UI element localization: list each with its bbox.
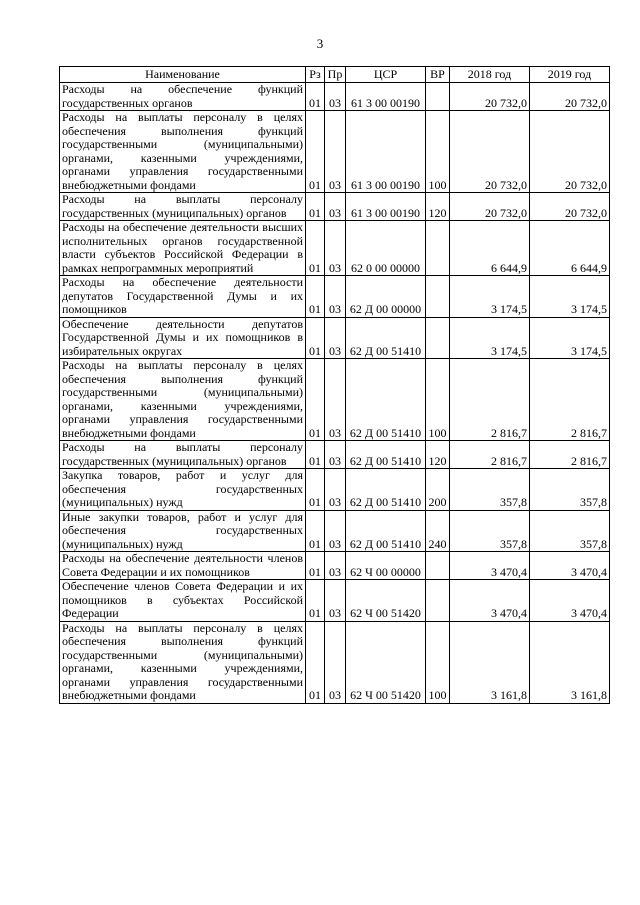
row-vr [426, 317, 450, 359]
row-csr: 61 3 00 00190 [346, 83, 426, 111]
row-amount-2018: 3 174,5 [450, 276, 530, 318]
row-name: Иные закупки товаров, работ и услуг для обеспечения государственных (муниципальных) нужд [60, 510, 306, 552]
header-pr: Пр [325, 67, 346, 83]
row-csr: 62 Д 00 00000 [346, 276, 426, 318]
row-name: Расходы на обеспечение деятельности высших исполнительных органов государственной власти субъектов Российской Федерации в рамках непрограммных мероприятий [60, 221, 306, 276]
table-header-row [60, 67, 610, 83]
row-amount-2018: 20 732,0 [450, 83, 530, 111]
row-amount-2019: 20 732,0 [530, 193, 610, 221]
table-row [60, 441, 610, 469]
table-row [60, 469, 610, 511]
row-rz: 01 [306, 469, 325, 511]
row-csr: 62 Ч 00 51420 [346, 580, 426, 622]
row-amount-2018: 357,8 [450, 510, 530, 552]
row-name: Расходы на обеспечение функций государственных органов [60, 83, 306, 111]
row-name: Расходы на выплаты персоналу в целях обеспечения выполнения функций государственными (муниципальными) органами, казенными учреждениями, органами управления государственными внебюджетными фондами [60, 621, 306, 703]
row-vr [426, 552, 450, 580]
header-name: Наименование [60, 67, 306, 83]
row-rz: 01 [306, 111, 325, 193]
row-csr: 62 Д 00 51410 [346, 359, 426, 441]
row-name: Обеспечение членов Совета Федерации и их помощников в субъектах Российской Федерации [60, 580, 306, 622]
row-rz: 01 [306, 510, 325, 552]
row-pr: 03 [325, 469, 346, 511]
row-amount-2019: 2 816,7 [530, 359, 610, 441]
row-vr: 240 [426, 510, 450, 552]
table-row [60, 83, 610, 111]
row-amount-2018: 3 161,8 [450, 621, 530, 703]
row-amount-2019: 357,8 [530, 510, 610, 552]
header-csr: ЦСР [346, 67, 426, 83]
row-rz: 01 [306, 276, 325, 318]
row-amount-2018: 3 470,4 [450, 580, 530, 622]
row-pr: 03 [325, 276, 346, 318]
table-row [60, 276, 610, 318]
table-row [60, 317, 610, 359]
row-pr: 03 [325, 441, 346, 469]
row-pr: 03 [325, 621, 346, 703]
header-2019: 2019 год [530, 67, 610, 83]
row-pr: 03 [325, 221, 346, 276]
row-amount-2019: 20 732,0 [530, 83, 610, 111]
row-rz: 01 [306, 552, 325, 580]
row-name: Обеспечение деятельности депутатов Государственной Думы и их помощников в избирательных округах [60, 317, 306, 359]
row-vr [426, 221, 450, 276]
table-row [60, 221, 610, 276]
row-csr: 62 Д 00 51410 [346, 317, 426, 359]
row-rz: 01 [306, 221, 325, 276]
row-name: Расходы на обеспечение деятельности депутатов Государственной Думы и их помощников [60, 276, 306, 318]
row-pr: 03 [325, 83, 346, 111]
row-amount-2019: 3 470,4 [530, 552, 610, 580]
row-pr: 03 [325, 552, 346, 580]
row-pr: 03 [325, 510, 346, 552]
row-vr [426, 276, 450, 318]
row-amount-2019: 2 816,7 [530, 441, 610, 469]
row-amount-2018: 357,8 [450, 469, 530, 511]
row-pr: 03 [325, 359, 346, 441]
row-pr: 03 [325, 193, 346, 221]
row-amount-2019: 3 470,4 [530, 580, 610, 622]
row-vr [426, 83, 450, 111]
table-row [60, 510, 610, 552]
header-rz: Рз [306, 67, 325, 83]
row-csr: 61 3 00 00190 [346, 111, 426, 193]
row-amount-2018: 20 732,0 [450, 111, 530, 193]
row-name: Расходы на выплаты персоналу государственных (муниципальных) органов [60, 193, 306, 221]
table-row [60, 359, 610, 441]
row-pr: 03 [325, 580, 346, 622]
row-amount-2018: 3 174,5 [450, 317, 530, 359]
row-vr: 200 [426, 469, 450, 511]
table-row [60, 552, 610, 580]
row-rz: 01 [306, 359, 325, 441]
row-name: Расходы на выплаты персоналу в целях обеспечения выполнения функций государственными (муниципальными) органами, казенными учреждениями, органами управления государственными внебюджетными фондами [60, 359, 306, 441]
row-rz: 01 [306, 441, 325, 469]
table-row [60, 580, 610, 622]
row-name: Расходы на выплаты персоналу в целях обеспечения выполнения функций государственными (муниципальными) органами, казенными учреждениями, органами управления государственными внебюджетными фондами [60, 111, 306, 193]
row-amount-2019: 3 161,8 [530, 621, 610, 703]
row-amount-2019: 3 174,5 [530, 317, 610, 359]
row-csr: 62 0 00 00000 [346, 221, 426, 276]
row-vr: 100 [426, 621, 450, 703]
row-csr: 62 Ч 00 51420 [346, 621, 426, 703]
row-amount-2019: 20 732,0 [530, 111, 610, 193]
row-amount-2019: 3 174,5 [530, 276, 610, 318]
row-name: Расходы на обеспечение деятельности членов Совета Федерации и их помощников [60, 552, 306, 580]
row-amount-2019: 6 644,9 [530, 221, 610, 276]
header-2018: 2018 год [450, 67, 530, 83]
row-rz: 01 [306, 621, 325, 703]
row-amount-2018: 20 732,0 [450, 193, 530, 221]
row-vr: 100 [426, 359, 450, 441]
row-name: Закупка товаров, работ и услуг для обеспечения государственных (муниципальных) нужд [60, 469, 306, 511]
header-vr: ВР [426, 67, 450, 83]
row-amount-2018: 2 816,7 [450, 359, 530, 441]
row-rz: 01 [306, 83, 325, 111]
row-rz: 01 [306, 193, 325, 221]
row-rz: 01 [306, 580, 325, 622]
row-csr: 62 Ч 00 00000 [346, 552, 426, 580]
row-amount-2018: 3 470,4 [450, 552, 530, 580]
row-csr: 62 Д 00 51410 [346, 441, 426, 469]
row-amount-2019: 357,8 [530, 469, 610, 511]
row-name: Расходы на выплаты персоналу государственных (муниципальных) органов [60, 441, 306, 469]
row-vr: 100 [426, 111, 450, 193]
row-pr: 03 [325, 111, 346, 193]
row-vr [426, 580, 450, 622]
table-row [60, 111, 610, 193]
budget-table [59, 66, 610, 704]
row-csr: 62 Д 00 51410 [346, 469, 426, 511]
table-row [60, 193, 610, 221]
row-csr: 62 Д 00 51410 [346, 510, 426, 552]
row-rz: 01 [306, 317, 325, 359]
row-pr: 03 [325, 317, 346, 359]
row-vr: 120 [426, 193, 450, 221]
table-row [60, 621, 610, 703]
row-amount-2018: 2 816,7 [450, 441, 530, 469]
row-vr: 120 [426, 441, 450, 469]
row-csr: 61 3 00 00190 [346, 193, 426, 221]
row-amount-2018: 6 644,9 [450, 221, 530, 276]
page-number: 3 [316, 36, 324, 51]
